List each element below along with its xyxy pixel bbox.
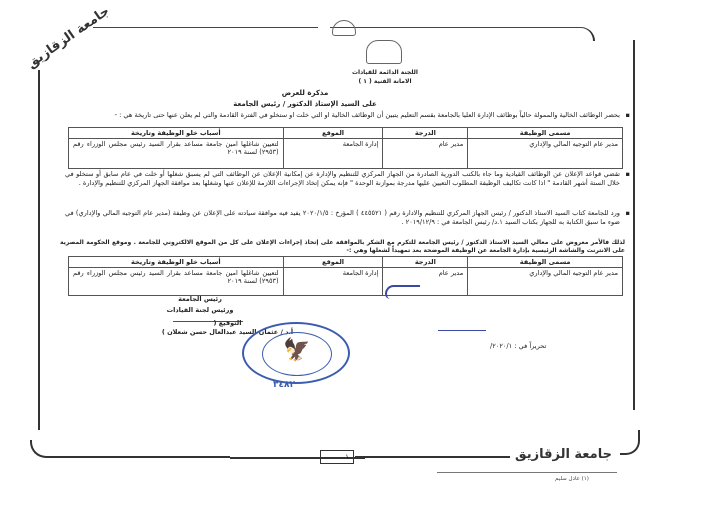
bullet-icon: ▪ <box>625 209 630 217</box>
header-job-title: مسمى الوظيفة <box>468 257 623 268</box>
vacant-jobs-table-1 <box>68 127 623 169</box>
bullet-icon: ▪ <box>625 111 630 119</box>
university-brand-bottom: جامعة الزقازيق <box>515 447 612 462</box>
header-job-title: مسمى الوظيفة <box>468 128 623 139</box>
signatory-name: أ.د / عثمان السيد عبدالعال حسن شعلان ) <box>161 328 294 336</box>
eagle-emblem-icon: 🦅 <box>283 338 311 363</box>
cell-location: إدارة الجامعة <box>283 268 383 296</box>
handwritten-signature-icon <box>438 330 486 331</box>
paragraph-3 <box>65 209 630 226</box>
cell-grade: مدير عام <box>383 268 468 296</box>
footnote: (١) عادل سليم <box>555 476 589 482</box>
secretariat-label: الامانة الفنية ( ١ ) <box>358 78 412 85</box>
role-president: رئيس الجامعة <box>178 295 222 303</box>
university-crest-icon <box>366 40 402 64</box>
table-row <box>69 139 623 169</box>
header-vacancy-reason: أسباب خلو الوظيفة وتاريخة <box>69 257 284 268</box>
header-grade: الدرجة <box>383 257 468 268</box>
committee-header <box>345 68 425 86</box>
issue-date: تحريراً في : ٢٠٢٠/١/ <box>490 342 547 350</box>
cell-vacancy-reason: لتعيين شاغلها امين جامعة مساعد بقرار السيد رئيس مجلس الوزراء رقم (٢٩٥٣) لسنة ٢٠١٩ <box>69 139 284 169</box>
signature-label: التوقيع ( <box>213 319 242 327</box>
table-row <box>69 268 623 296</box>
footnote-rule <box>437 472 617 473</box>
frame-bottom-right-rule <box>355 456 510 458</box>
memo-title: مذكرة للعرض <box>281 89 329 97</box>
header-location: الموقع <box>283 128 383 139</box>
cell-vacancy-reason: لتعيين شاغلها امين جامعة مساعد بقرار السيد رئيس مجلس الوزراء رقم (٢٩٥٣) لسنة ٢٠١٩ <box>69 268 284 296</box>
frame-bottom-right-corner <box>620 430 640 455</box>
role-committee-head: ورئيس لجنة القيادات <box>166 306 234 314</box>
header-location: الموقع <box>283 257 383 268</box>
paragraph-2-text: تقضي قواعد الإعلان عن الوظائف القيادية وما جاء بالكتب الدورية الصادرة من الجهاز المركزي للتنظيم والإدارة عن إمكانية الإعلان عن الوظائف التي لم يسبق شغلها أو خلت في عام سابق أو ستخلو في خلال الستة أشهر القادمة " اذا كانت تكاليف الوظيفة المطلوب التعيين عليها مدرجة بموازنة الوحدة " فإنه يمكن إتخاذ الإجراءات اللازمة للإعلان عنها وشغلها بعد موافقة الجهاز المركزي للتنظيم والإدارة . <box>65 170 620 187</box>
frame-right-rule <box>633 40 635 410</box>
university-brand-top: جامعة الزقازيق <box>24 3 113 72</box>
handwritten-signature-icon <box>385 285 420 299</box>
vacant-jobs-table-2 <box>68 256 623 296</box>
paragraph-1 <box>65 111 630 120</box>
memo-heading <box>215 88 395 110</box>
header-vacancy-reason: أسباب خلو الوظيفة وتاريخة <box>69 128 284 139</box>
paragraph-3-text: ورد للجامعة كتاب السيد الاستاذ الدكتور / رئيس الجهاز المركزي للتنظيم والادارة رقم ( ٤٤٥٥٢١ ) المؤرخ : ٢٠٢٠/١/٥ يفيد فيه موافقة سيادته على الإعلان عن وظيفة (مدير عام التوجيه المالي والإداري) في ضوء ما سبق الكتابة به للجهاز بكتاب السيد ١.د/ رئيس الجامعة في : ٢٠١٩/١٢/٩ . <box>65 209 620 226</box>
official-stamp <box>242 322 350 384</box>
committee-name: اللجنة الدائمة للقيادات <box>352 69 418 76</box>
paragraph-1-text: بحصر الوظائف الخالية والممولة حالياً بوظائف الإدارة العليا بالجامعة بقسم التعليم يتبين أن الوظائف الخالية او التي خلت او ستخلو في الفترة القادمة والتي لم يعلن عنها حتى تاريخة هي : - <box>114 111 620 119</box>
paragraph-4: لذلك فالأمر معروض على معالي السيد الاستاذ الدكتور / رئيس الجامعة للتكرم مع الشكر بالموافقة على إتخاذ إجراءات الإعلان على كل من الموقع الالكتروني للجامعة . وموقع الحكومة المصرية على الانترنت والشاشة الرئيسية بإدارة الجامعة عن الوظيفة الموضحة بعد تمهيداً لشغلها وهي :- <box>60 239 625 254</box>
paragraph-2 <box>65 170 630 187</box>
frame-bottom-left-rule <box>30 440 230 458</box>
university-crest-icon <box>332 20 356 36</box>
stamp-number: ٣٤٨٢ <box>273 380 295 390</box>
cell-job-title: مدير عام التوجيه المالي والإداري <box>468 268 623 296</box>
frame-top-right-rule <box>330 27 595 41</box>
cell-job-title: مدير عام التوجيه المالي والإداري <box>468 139 623 169</box>
page-number: ١ <box>320 450 354 464</box>
bullet-icon: ▪ <box>625 170 630 178</box>
frame-left-rule <box>38 70 40 430</box>
memo-addressee: على السيد الإستاذ الدكتور / رئيس الجامعة <box>233 100 377 108</box>
cell-grade: مدير عام <box>383 139 468 169</box>
cell-location: إدارة الجامعة <box>283 139 383 169</box>
frame-top-rule <box>93 27 318 28</box>
header-grade: الدرجة <box>383 128 468 139</box>
